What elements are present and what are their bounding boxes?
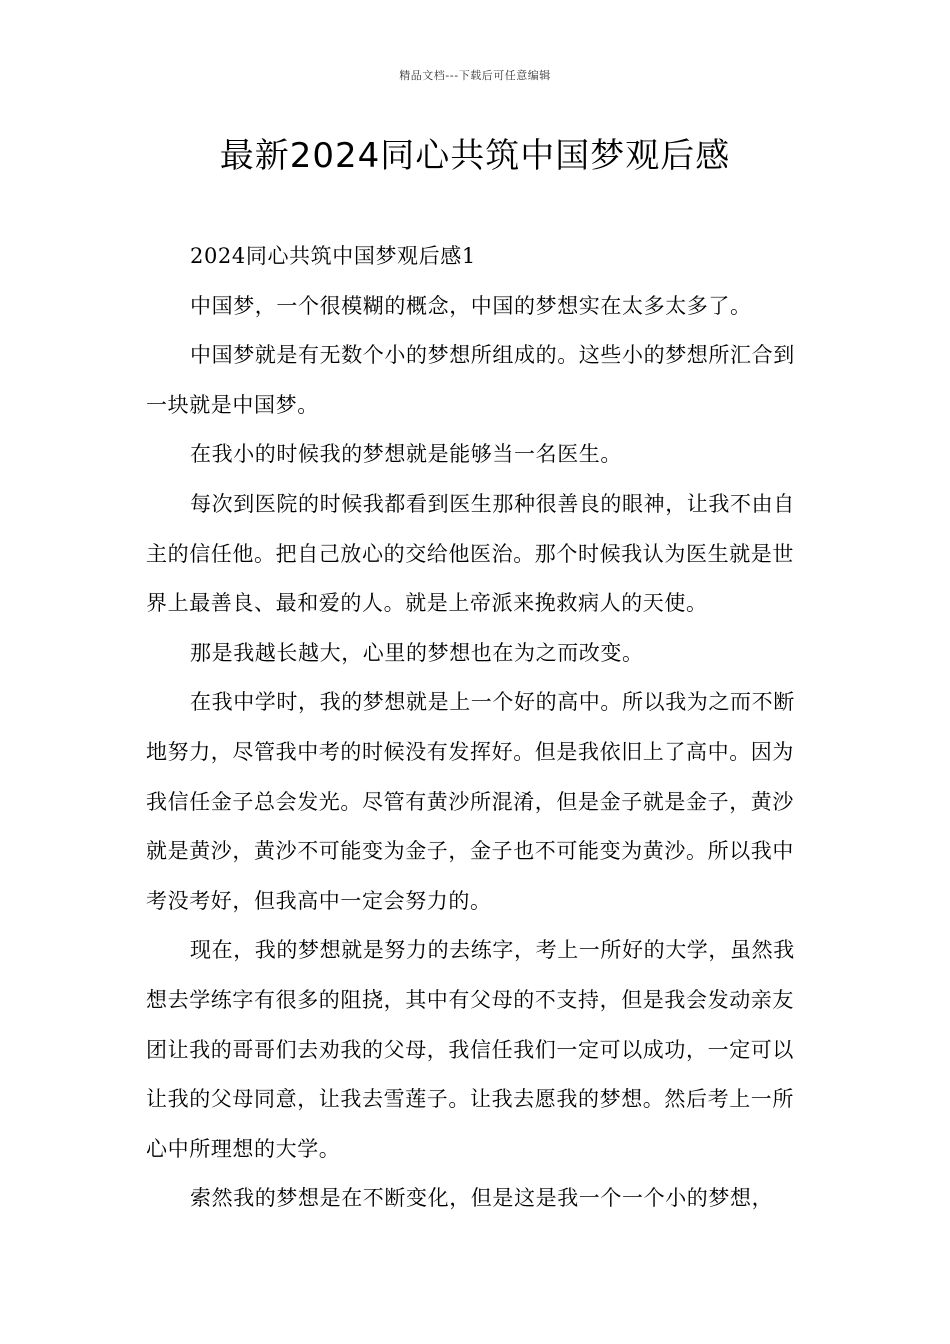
paragraph: 现在，我的梦想就是努力的去练字，考上一所好的大学，虽然我想去学练字有很多的阻挠，其中有父母的不支持，但是我会发动亲友团让我的哥哥们去劝我的父母，我信任我们一定可以成功，一定可以让我的父母同意，让我去雪莲子。让我去愿我的梦想。然后考上一所心中所理想的大学。 xyxy=(146,938,795,1161)
paragraph: 每次到医院的时候我都看到医生那种很善良的眼神，让我不由自主的信任他。把自己放心的交给他医治。那个时候我认为医生就是世界上最善良、最和爱的人。就是上帝派来挽救病人的天使。 xyxy=(146,491,795,616)
paragraph: 索然我的梦想是在不断变化，但是这是我一个一个小的梦想， xyxy=(190,1186,774,1211)
document-body xyxy=(146,232,814,1224)
document-title: 最新2024同心共筑中国梦观后感 xyxy=(219,136,731,176)
paragraph: 那是我越长越大，心里的梦想也在为之而改变。 xyxy=(190,640,644,665)
paragraph: 在我小的时候我的梦想就是能够当一名医生。 xyxy=(190,442,622,467)
paragraph: 2024同心共筑中国梦观后感1 xyxy=(190,244,476,268)
paragraph: 在我中学时，我的梦想就是上一个好的高中。所以我为之而不断地努力，尽管我中考的时候没有发挥好。但是我依旧上了高中。因为我信任金子总会发光。尽管有黄沙所混淆，但是金子就是金子，黄沙就是黄沙，黄沙不可能变为金子，金子也不可能变为黄沙。所以我中考没考好，但我高中一定会努力的。 xyxy=(146,690,795,913)
header-note: 精品文档---下载后可任意编辑 xyxy=(399,69,551,82)
paragraph: 中国梦就是有无数个小的梦想所组成的。这些小的梦想所汇合到一块就是中国梦。 xyxy=(146,343,795,417)
paragraph: 中国梦，一个很模糊的概念，中国的梦想实在太多太多了。 xyxy=(190,293,752,318)
